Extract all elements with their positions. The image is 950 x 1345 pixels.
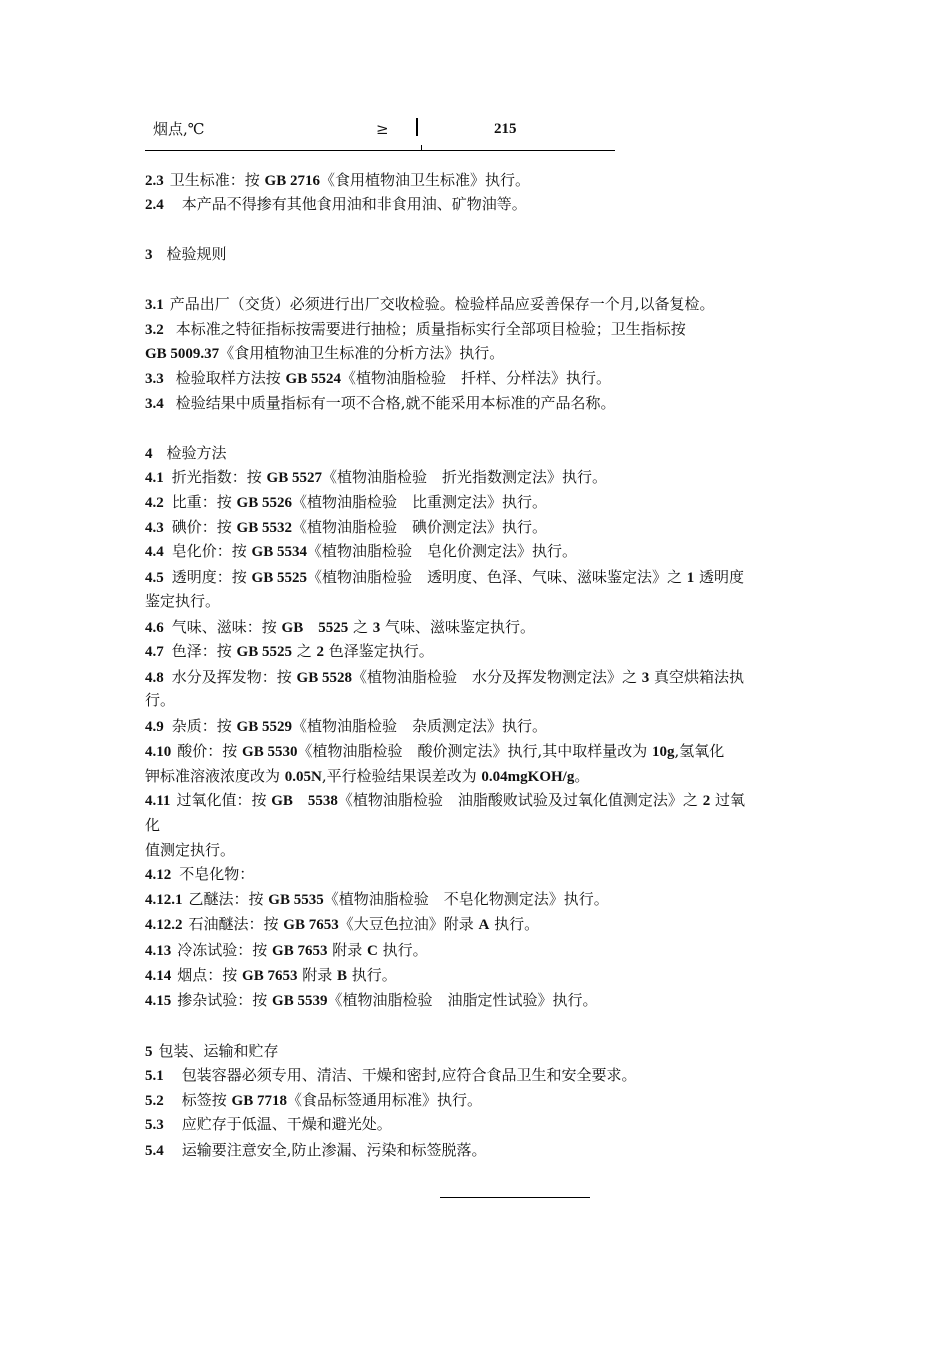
clause-text: 真空烘箱法执	[649, 668, 745, 686]
clause-text: 本标准之特征指标按需要进行抽检；质量指标实行全部项目检验；卫生指标按	[175, 320, 686, 338]
reference-text: 2	[316, 644, 325, 660]
clause-text: 色泽：按	[171, 642, 237, 660]
text-line	[145, 591, 220, 611]
text-line	[145, 319, 686, 340]
clause-text: 《植物油脂检验 皂化价测定法》执行。	[306, 542, 577, 560]
reference-text: 0.05N	[284, 769, 322, 785]
text-line	[145, 1140, 487, 1161]
reference-text: 10g	[652, 744, 675, 760]
clause-text: 《植物油脂检验 不皂化物测定法》执行。	[323, 890, 609, 908]
reference-text: GB 5525	[236, 644, 292, 660]
text-line	[145, 716, 547, 737]
clause-text: 卫生标准：按	[169, 171, 265, 189]
text-line	[145, 889, 609, 910]
clause-text: 杂质：按	[171, 717, 237, 735]
clause-text: 《食用植物油卫生标准》执行。	[319, 171, 530, 189]
text-line	[145, 766, 589, 787]
table-cell-operator: ≥	[376, 120, 389, 138]
clause-text: 行。	[145, 691, 176, 709]
clause-text: 《大豆色拉油》附录	[338, 915, 479, 933]
clause-text: 《植物油脂检验 比重测定法》执行。	[291, 493, 547, 511]
reference-text: 2	[702, 793, 711, 809]
text-line	[145, 393, 616, 414]
clause-text: 产品出厂（交货）必须进行出厂交收检验。检验样品应妥善保存一个月,以备复检。	[169, 295, 715, 313]
clause-text: 执行。	[347, 966, 397, 984]
clause-text: 《食用植物油卫生标准的分析方法》执行。	[219, 344, 505, 362]
clause-number: 3.2	[145, 322, 164, 338]
clause-number: 4.14	[145, 968, 172, 984]
clause-number: 4.12.2	[145, 917, 183, 933]
text-line	[145, 1114, 392, 1135]
reference-text: GB 2716	[264, 173, 320, 189]
clause-text: 《植物油脂检验 碘价测定法》执行。	[291, 518, 547, 536]
clause-number: 4.11	[145, 793, 171, 809]
clause-text: 附录	[327, 941, 368, 959]
clause-number: 4.5	[145, 570, 164, 586]
clause-text: 《植物油脂检验 酸价测定法》执行,其中取样量改为	[297, 742, 653, 760]
table-cell-name: 烟点,℃	[153, 120, 205, 138]
text-line	[145, 1041, 279, 1062]
clause-number: 4.12	[145, 867, 172, 883]
reference-text: A	[478, 917, 490, 933]
clause-text: 折光指数：按	[171, 468, 267, 486]
text-line	[145, 840, 235, 860]
reference-text: B	[337, 968, 348, 984]
reference-text: GB 5526	[236, 495, 292, 511]
text-line	[145, 492, 547, 513]
text-line	[145, 864, 254, 885]
clause-text: 透明度	[694, 568, 745, 586]
clause-number: 4.1	[145, 470, 164, 486]
text-line	[145, 443, 227, 464]
table-divider-tick	[421, 145, 422, 151]
reference-text: GB 5524	[285, 371, 341, 387]
reference-text: GB 5525	[281, 620, 349, 636]
clause-number: 4.3	[145, 520, 164, 536]
clause-number: 4.15	[145, 993, 172, 1009]
clause-text: 检验取样方法按	[175, 369, 286, 387]
clause-number: 5.4	[145, 1143, 164, 1159]
text-line	[145, 170, 530, 191]
clause-text: 《植物油脂检验 油脂酸败试验及过氧化值测定法》之	[337, 791, 703, 809]
reference-text: GB 5527	[266, 470, 322, 486]
clause-text: 水分及挥发物：按	[171, 668, 297, 686]
clause-text: 《植物油脂检验 折光指数测定法》执行。	[321, 468, 607, 486]
clause-text: 检验方法	[166, 444, 227, 462]
reference-text: GB 5532	[236, 520, 292, 536]
clause-text: 包装、运输和贮存	[158, 1042, 279, 1060]
clause-text: 鉴定执行。	[145, 592, 221, 610]
clause-number: 3.1	[145, 297, 164, 313]
clause-text: 值测定执行。	[145, 841, 236, 859]
reference-text: C	[367, 943, 378, 959]
clause-text: 气味、滋味鉴定执行。	[380, 618, 536, 636]
text-line	[145, 741, 724, 762]
text-line	[145, 567, 744, 588]
clause-number: 5.1	[145, 1068, 164, 1084]
clause-text: 标签按	[181, 1091, 232, 1109]
text-line	[145, 690, 175, 710]
clause-text: 气味、滋味：按	[171, 618, 282, 636]
clause-text: 《植物油脂检验 杂质测定法》执行。	[291, 717, 547, 735]
clause-text: 色泽鉴定执行。	[324, 642, 434, 660]
text-line	[145, 343, 504, 364]
clause-number: 4.6	[145, 620, 164, 636]
text-line	[145, 194, 527, 215]
clause-text: 应贮存于低温、干燥和避光处。	[181, 1115, 392, 1133]
text-line	[145, 244, 227, 265]
reference-text: GB 7653	[242, 968, 298, 984]
reference-text: GB 7653	[283, 917, 339, 933]
clause-text: 比重：按	[171, 493, 237, 511]
reference-text: 3	[641, 670, 650, 686]
clause-number: 4.10	[145, 744, 172, 760]
text-line	[145, 940, 428, 961]
clause-number: 4.9	[145, 719, 164, 735]
reference-text: GB 5529	[236, 719, 292, 735]
clause-number: 4.8	[145, 670, 164, 686]
reference-text: GB 5534	[251, 544, 307, 560]
clause-text: 之	[291, 642, 317, 660]
clause-text: 之	[348, 618, 373, 636]
clause-text: 冷冻试验：按	[177, 941, 273, 959]
table-cell-value: 215	[494, 121, 517, 137]
clause-text: 执行。	[377, 941, 428, 959]
reference-text: 1	[686, 570, 695, 586]
clause-text: 检验结果中质量指标有一项不合格,就不能采用本标准的产品名称。	[175, 394, 616, 412]
clause-text: 《植物油脂检验 扦样、分样法》执行。	[340, 369, 611, 387]
clause-text: 本产品不得掺有其他食用油和非食用油、矿物油等。	[181, 195, 527, 213]
clause-text: 乙醚法：按	[188, 890, 269, 908]
text-line	[145, 667, 744, 688]
reference-text: GB 5530	[242, 744, 298, 760]
reference-text: GB 7718	[231, 1093, 287, 1109]
reference-text: GB 5535	[268, 892, 324, 908]
text-line	[145, 1090, 482, 1111]
clause-number: 4.13	[145, 943, 172, 959]
clause-text: 过氧化值：按	[176, 791, 272, 809]
reference-text: GB 7653	[272, 943, 328, 959]
text-line	[145, 990, 597, 1011]
table-bottom-rule	[145, 150, 615, 151]
clause-text: ,氢氧化	[674, 742, 725, 760]
clause-text: 化	[145, 816, 161, 834]
clause-number: 4	[145, 446, 153, 462]
text-line	[145, 790, 745, 811]
clause-text: 钾标准溶液浓度改为	[145, 767, 285, 785]
reference-text: GB 5525	[251, 570, 307, 586]
clause-text: 《植物油脂检验 水分及挥发物测定法》之	[351, 668, 642, 686]
clause-text: 掺杂试验：按	[177, 991, 273, 1009]
clause-number: 3.3	[145, 371, 164, 387]
end-rule	[440, 1197, 590, 1198]
clause-text: 皂化价：按	[171, 542, 252, 560]
clause-number: 4.2	[145, 495, 164, 511]
text-line	[145, 467, 607, 488]
reference-text: 3	[372, 620, 381, 636]
clause-number: 3	[145, 247, 153, 263]
clause-number: 5.2	[145, 1093, 164, 1109]
reference-text: GB 5539	[272, 993, 328, 1009]
reference-text: 0.04mgKOH/g	[481, 769, 575, 785]
clause-number: 4.7	[145, 644, 164, 660]
clause-number: 4.12.1	[145, 892, 183, 908]
text-line	[145, 517, 547, 538]
clause-number: 5.3	[145, 1117, 164, 1133]
clause-text: 酸价：按	[177, 742, 243, 760]
reference-text: GB 5009.37	[145, 346, 220, 362]
clause-number: 5	[145, 1044, 153, 1060]
table-column-divider	[416, 118, 418, 136]
clause-text: 执行。	[489, 915, 540, 933]
text-line	[145, 1065, 637, 1086]
clause-text: 石油醚法：按	[188, 915, 284, 933]
reference-text: GB 5528	[296, 670, 352, 686]
clause-text: 。	[574, 767, 590, 785]
clause-text: 碘价：按	[171, 518, 237, 536]
clause-text: 附录	[297, 966, 338, 984]
text-line	[145, 617, 535, 638]
clause-text: 《植物油脂检验 透明度、色泽、气味、滋味鉴定法》之	[306, 568, 687, 586]
text-line	[145, 368, 611, 389]
clause-number: 2.4	[145, 197, 164, 213]
clause-number: 4.4	[145, 544, 164, 560]
reference-text: GB 5538	[271, 793, 338, 809]
clause-number: 2.3	[145, 173, 164, 189]
clause-number: 3.4	[145, 396, 164, 412]
clause-text: 不皂化物：	[179, 865, 255, 883]
text-line	[145, 541, 577, 562]
clause-text: 过氧	[710, 791, 745, 809]
clause-text: 检验规则	[166, 245, 227, 263]
clause-text: 《食品标签通用标准》执行。	[286, 1091, 482, 1109]
clause-text: 包装容器必须专用、清洁、干燥和密封,应符合食品卫生和安全要求。	[181, 1066, 637, 1084]
text-line	[145, 815, 160, 835]
text-line	[145, 965, 397, 986]
clause-text: 《植物油脂检验 油脂定性试验》执行。	[327, 991, 598, 1009]
clause-text: 运输要注意安全,防止渗漏、污染和标签脱落。	[181, 1141, 487, 1159]
text-line	[145, 914, 539, 935]
text-line	[145, 294, 715, 315]
clause-text: ,平行检验结果误差改为	[321, 767, 482, 785]
text-line	[145, 641, 434, 662]
clause-text: 烟点：按	[177, 966, 243, 984]
clause-text: 透明度：按	[171, 568, 252, 586]
